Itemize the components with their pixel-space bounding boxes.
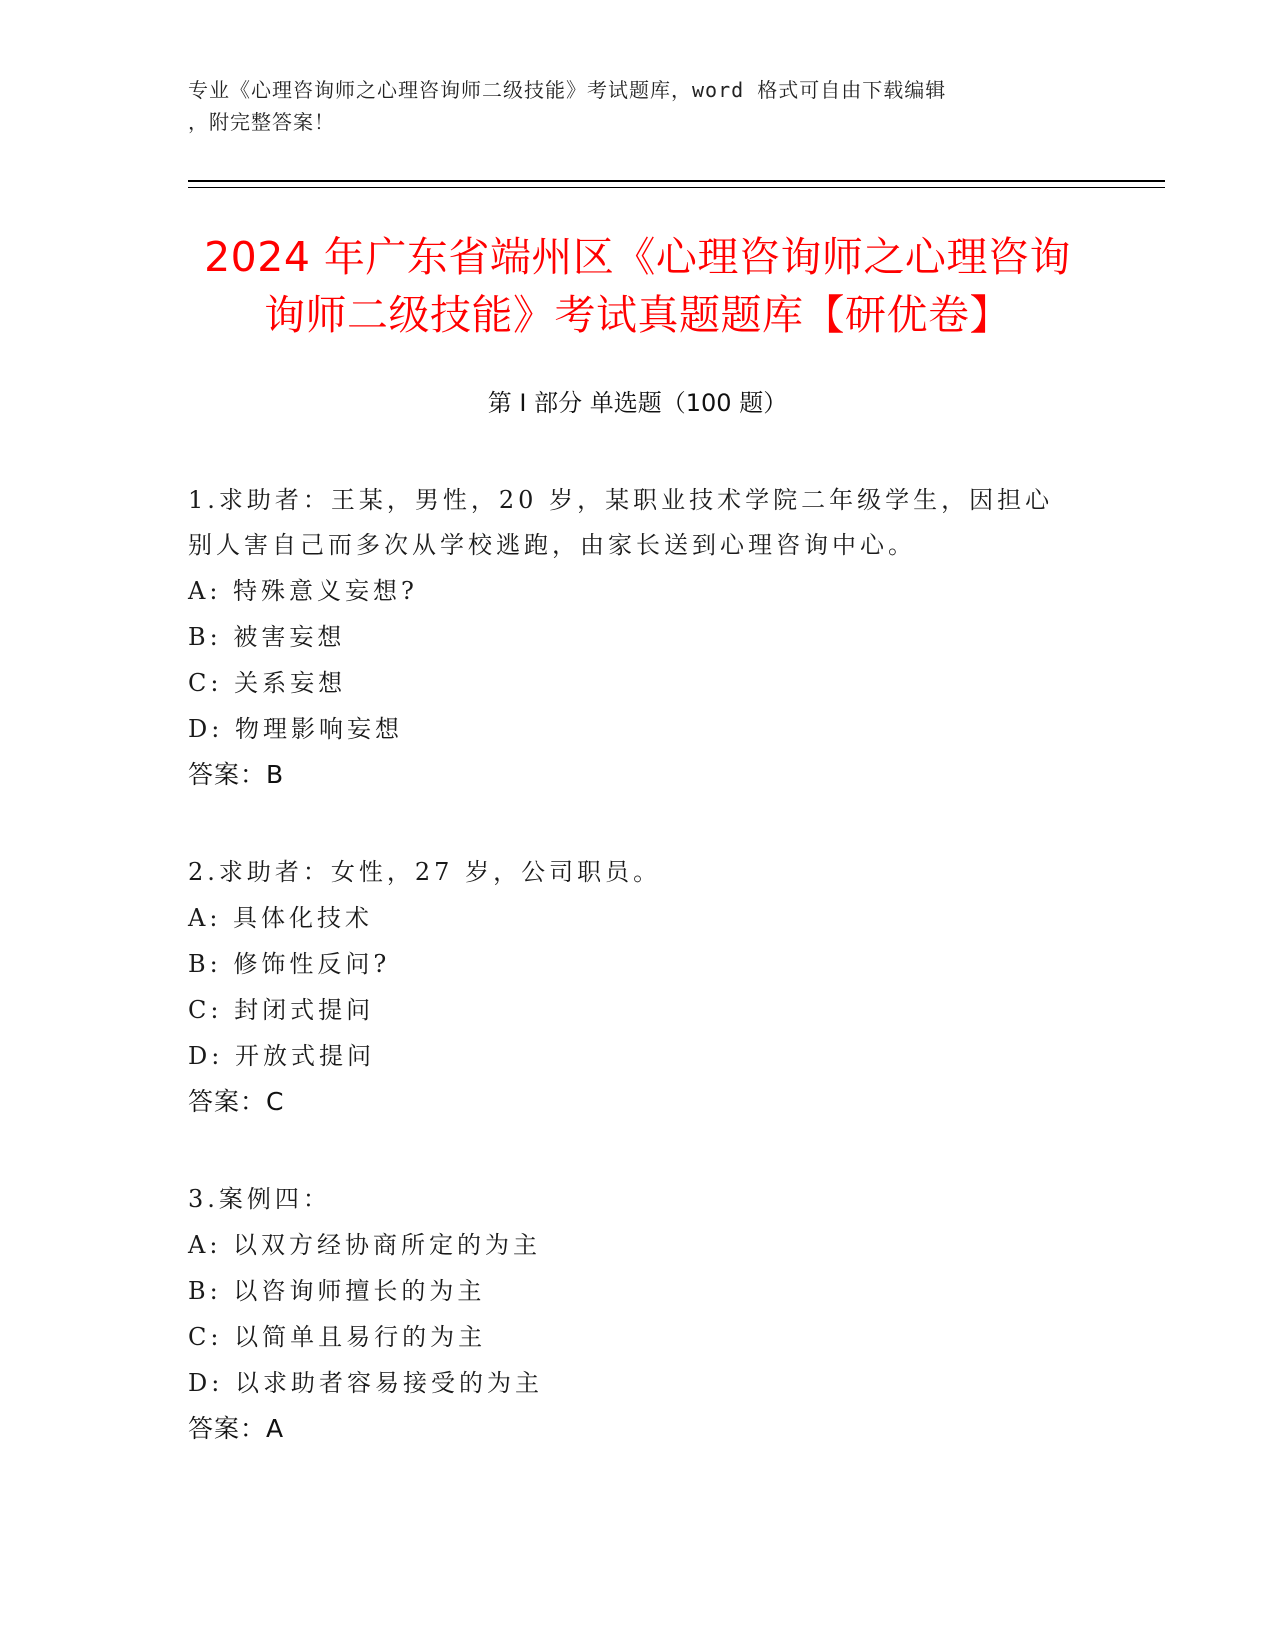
answer: 答案：B [188,760,285,789]
option-c: C: 以简单且易行的为主 [188,1323,487,1351]
question-stem: 1.求助者：王某，男性，20 岁，某职业技术学院二年级学生，因担心 [188,486,1054,514]
option-b: B: 以咨询师擅长的为主 [188,1277,486,1305]
section-heading: 第 I 部分 单选题（100 题） [487,389,788,417]
option-c: C: 关系妄想 [188,669,347,697]
option-b: B: 修饰性反问? [188,950,391,978]
header-note-line-2: ，附完整答案！ [188,110,335,134]
question-stem: 2.求助者：女性，27 岁，公司职员。 [188,858,662,886]
option-b: B: 被害妄想 [188,623,346,651]
option-c: C: 封闭式提问 [188,996,375,1024]
header-rule-thin [188,187,1165,188]
option-d: D: 开放式提问 [188,1042,375,1070]
option-d: D: 物理影响妄想 [188,715,403,743]
document-title-line-1: 2024 年广东省端州区《心理咨询师之心理咨询 [204,233,1071,281]
question-stem: 3.案例四： [188,1185,331,1213]
option-a: A: 特殊意义妄想? [188,577,418,605]
option-d: D: 以求助者容易接受的为主 [188,1369,543,1397]
header-rule-thick [188,180,1165,182]
header-note-line-1: 专业《心理咨询师之心理咨询师二级技能》考试题库，word 格式可自由下载编辑 [188,78,947,102]
document-title-line-2: 询师二级技能》考试真题题库【研优卷】 [264,291,1011,339]
answer: 答案：C [188,1087,285,1116]
header-note [188,74,1068,138]
option-a: A: 以双方经协商所定的为主 [188,1231,542,1259]
question-1 [188,478,1088,798]
answer: 答案：A [188,1414,285,1443]
option-a: A: 具体化技术 [188,904,374,932]
question-list [188,478,1088,1504]
document-title [175,228,1100,344]
question-stem-continued: 别人害自己而多次从学校逃跑，由家长送到心理咨询中心。 [188,531,916,559]
question-2 [188,850,1088,1125]
question-3 [188,1177,1088,1452]
